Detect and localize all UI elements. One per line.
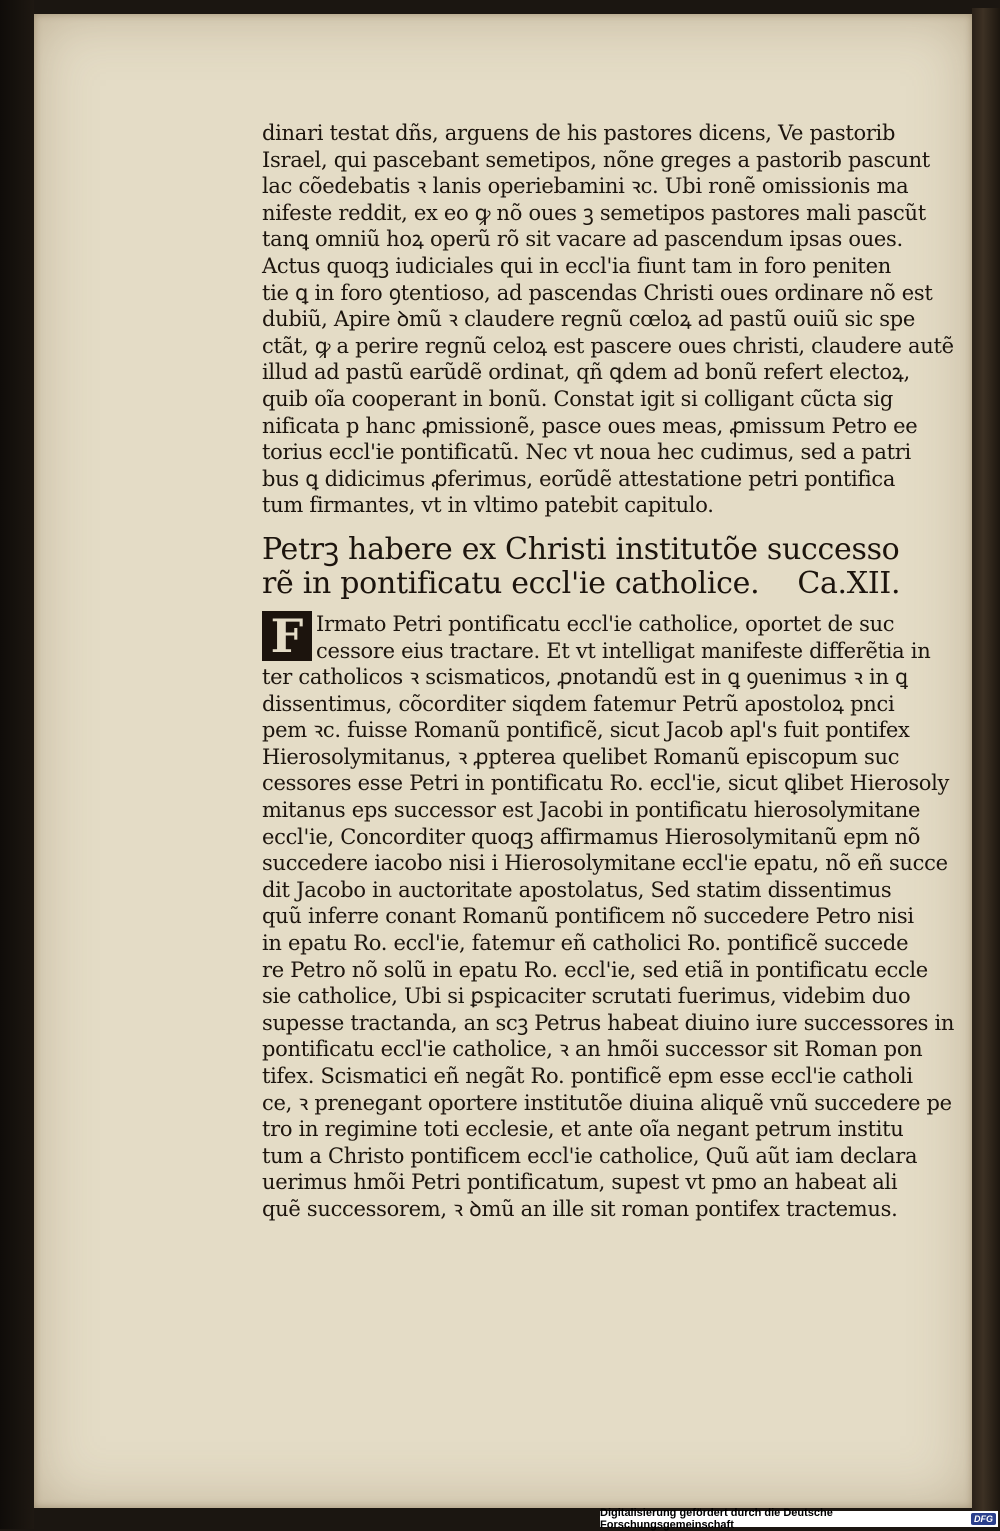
text-block [262, 120, 955, 1223]
text-line: nifeste reddit, ex eo ꝙ nõ oues ꝫ semetipos pastores mali pascũt [262, 200, 926, 225]
scan-border-left [0, 0, 34, 1529]
text-line: Actus quoqꝫ iudiciales qui in eccl'ia fiunt tam in foro peniten [262, 253, 891, 278]
text-line: tum firmantes, vt in vltimo patebit capitulo. [262, 493, 714, 518]
text-line: cessore eius tractare. Et vt intelligat manifeste differẽtia in [316, 638, 931, 663]
text-line: bus ꝗ didicimus ꝓferimus, eorũdẽ attestatione petri pontifica [262, 466, 896, 491]
text-line: quẽ successorem, ꝛ ꝺmũ an ille sit roman pontifex tractemus. [262, 1196, 898, 1221]
text-line: succedere iacobo nisi i Hierosolymitane eccl'ie epatu, nõ eñ succe [262, 851, 948, 876]
book-page-edge [972, 8, 1000, 1513]
text-line: ter catholicos ꝛ scismaticos, ꝓnotandũ est in ꝗ ꝯuenimus ꝛ in ꝗ [262, 665, 908, 690]
text-line: tro in regimine toti ecclesie, et ante oĩa negant petrum institu [262, 1117, 904, 1142]
chapter-heading [262, 533, 912, 601]
heading-line-1: Petrꝫ habere ex Christi institutõe successo [262, 531, 900, 567]
text-line: tanꝗ omniũ hoꝝ operũ rõ sit vacare ad pascendum ipsas oues. [262, 227, 903, 252]
text-line: cessores esse Petri in pontificatu Ro. eccl'ie, sicut ꝗlibet Hierosoly [262, 771, 950, 796]
text-line: dinari testat dñs, arguens de his pastores dicens, Ve pastorib [262, 121, 896, 145]
text-line: quib oĩa cooperant in bonũ. Constat igit si colligant cũcta sig [262, 386, 893, 411]
text-line: supesse tractanda, an scꝫ Petrus habeat diuino iure successores in [262, 1010, 955, 1035]
text-line: torius eccl'ie pontificatũ. Nec vt noua hec cudimus, sed a patri [262, 440, 911, 465]
text-line: tum a Christo pontificem eccl'ie catholice, Quũ aũt iam declara [262, 1143, 918, 1168]
text-line: pontificatu eccl'ie catholice, ꝛ an hmõi successor sit Roman pon [262, 1037, 923, 1062]
text-line: tie ꝗ in foro ꝯtentioso, ad pascendas Christi oues ordinare nõ est [262, 280, 933, 305]
chapter-number: Ca.XII. [797, 565, 901, 601]
text-line: tifex. Scismatici eñ negãt Ro. pontificẽ epm esse eccl'ie catholi [262, 1064, 913, 1088]
text-line: pem ꝛc. fuisse Romanũ pontificẽ, sicut Jacob apl's fuit pontifex [262, 718, 910, 743]
text-line: nificata p hanc ꝓmissionẽ, pasce oues meas, ꝓmissum Petro ee [262, 413, 918, 438]
text-line: mitanus eps successor est Jacobi in pontificatu hierosolymitane [262, 798, 921, 823]
footer-text: Digitalisierung gefördert durch die Deutsche Forschungsgemeinschaft [600, 1507, 833, 1531]
text-line: ce, ꝛ prenegant oportere institutõe diuina aliquẽ vnũ succedere pe [262, 1090, 952, 1115]
text-line: lac cõedebatis ꝛ lanis operiebamini ꝛc. Ubi ronẽ omissionis ma [262, 174, 909, 199]
text-line: dubiũ, Apire ꝺmũ ꝛ claudere regnũ cœloꝝ ad pastũ ouiũ sic spe [262, 307, 916, 332]
heading-line-2: rẽ in pontificatu eccl'ie catholice. [262, 565, 760, 601]
text-line: Hierosolymitanus, ꝛ ꝓpterea quelibet Romanũ episcopum suc [262, 744, 900, 769]
initial-letter: F [262, 611, 312, 661]
paragraph-top [262, 120, 954, 519]
text-line: in epatu Ro. eccl'ie, fatemur eñ catholici Ro. pontificẽ succede [262, 931, 909, 956]
text-line: sie catholice, Ubi si ꝑspicaciter scrutati fuerimus, videbim duo [262, 984, 911, 1009]
text-line: illud ad pastũ earũdẽ ordinat, qñ ꝗdem ad bonũ refert electoꝝ, [262, 360, 910, 385]
text-line: Israel, qui pascebant semetipos, nõne greges a pastorib pascunt [262, 147, 930, 172]
paragraph-bottom [262, 608, 955, 1223]
text-line: Irmato Petri pontificatu eccl'ie catholice, oportet de suc [316, 611, 895, 636]
text-line: uerimus hmõi Petri pontificatum, supest vt pmo an habeat ali [262, 1170, 898, 1195]
text-line: ctãt, ꝙ a perire regnũ celoꝝ est pascere oues christi, claudere autẽ [262, 333, 954, 358]
text-line: dit Jacobo in auctoritate apostolatus, Sed statim dissentimus [262, 877, 892, 902]
text-line: dissentimus, cõcorditer siqdem fatemur Petrũ apostoloꝝ pnci [262, 691, 895, 716]
text-line: quũ inferre conant Romanũ pontificem nõ succedere Petro nisi [262, 904, 914, 929]
text-line: re Petro nõ solũ in epatu Ro. eccl'ie, sed etiã in pontificatu eccle [262, 957, 928, 982]
footer-bar [600, 1507, 998, 1531]
dfg-logo: DFG [971, 1513, 996, 1525]
text-line: eccl'ie, Concorditer quoqꝫ affirmamus Hierosolymitanũ epm nõ [262, 824, 921, 849]
